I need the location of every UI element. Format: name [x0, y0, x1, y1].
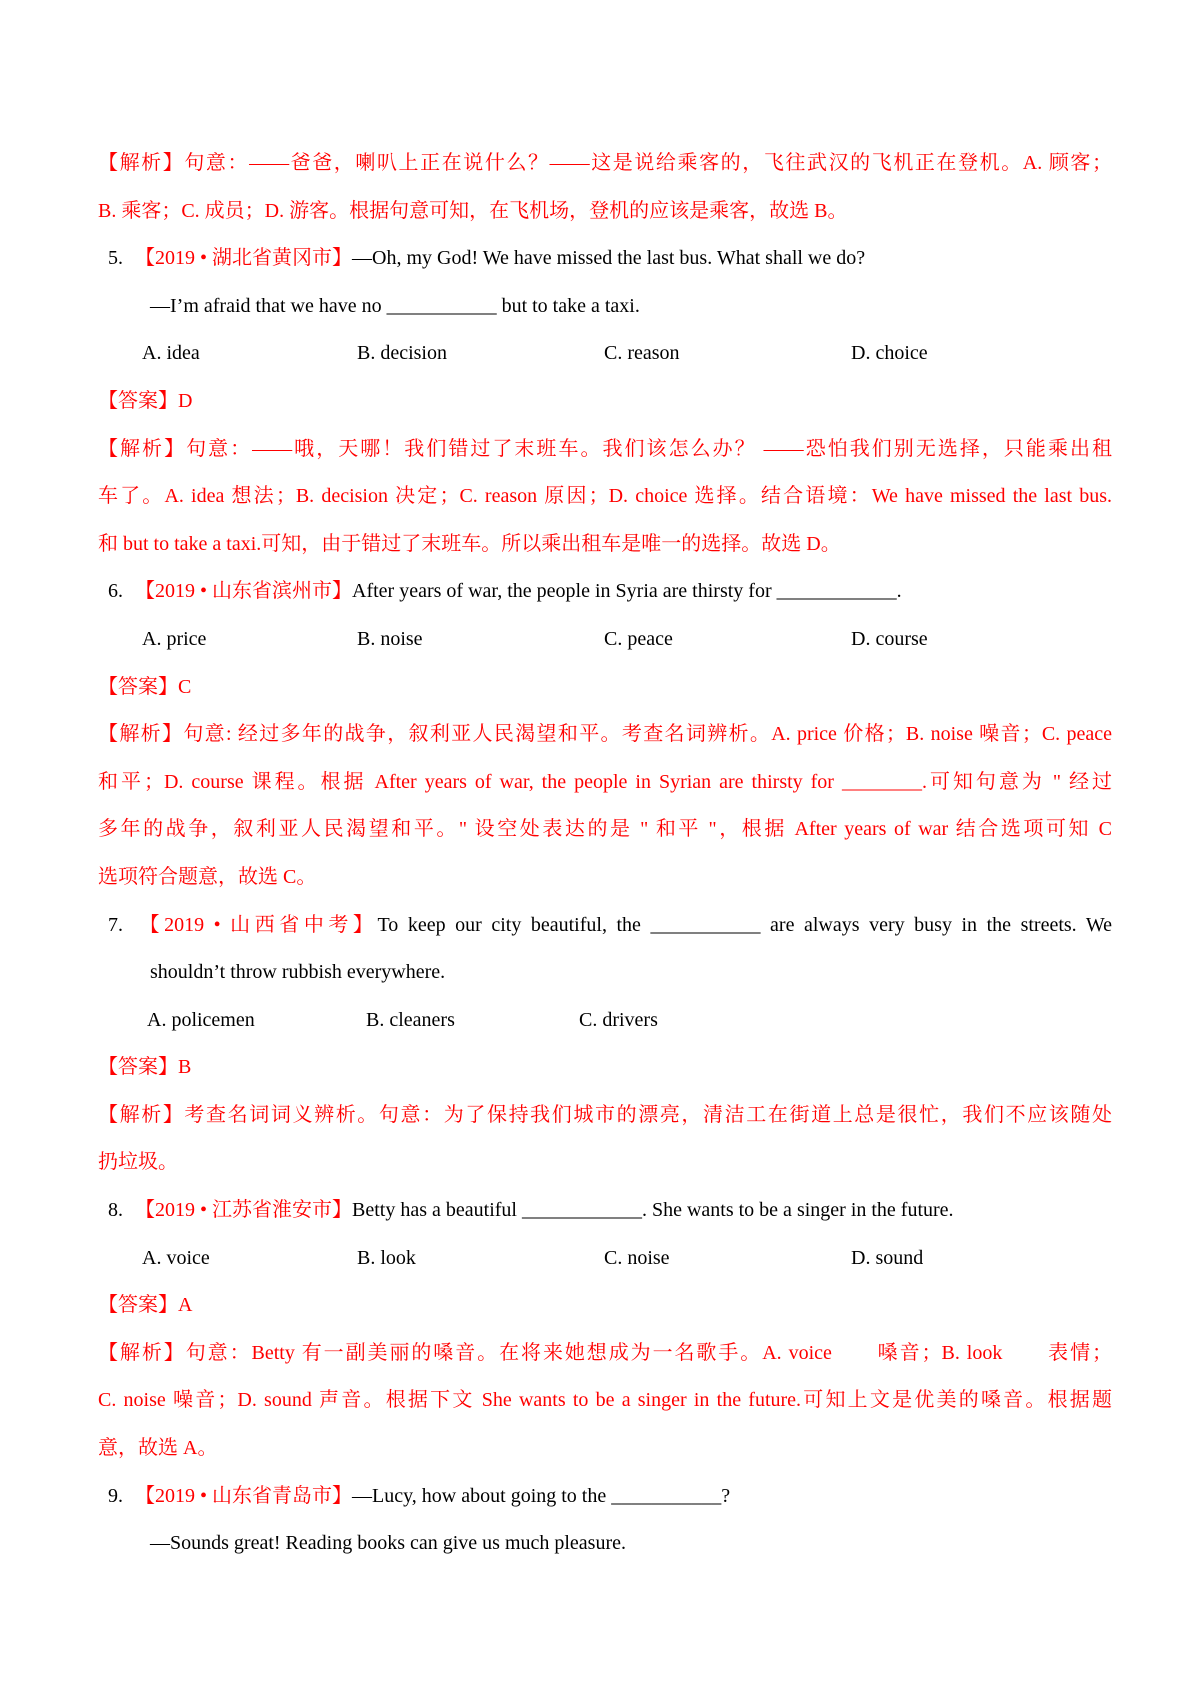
analysis-line	[98, 1139, 1112, 1187]
option-item: A. idea	[142, 342, 200, 365]
option-item: A. price	[142, 627, 207, 650]
question-source-tag: 【2019 • 江苏省淮安市】	[135, 1199, 353, 1222]
analysis-line	[98, 426, 1112, 474]
option-item: C. noise	[604, 1246, 670, 1269]
question-text: Betty has a beautiful ____________. She wants to be a singer in the future.	[352, 1199, 954, 1222]
analysis-line	[98, 854, 1112, 902]
question-number: 7.	[108, 913, 123, 936]
option-item: D. sound	[851, 1246, 924, 1269]
question-line	[98, 568, 1112, 616]
question-line	[98, 235, 1112, 283]
question-line	[98, 1473, 1112, 1521]
analysis-text: 和平；D. course 课程。根据 After years of war, the people in Syrian are thirsty for ________.可知句意为 " 经过	[98, 770, 1112, 793]
analysis-line	[98, 1377, 1112, 1425]
option-item: D. course	[851, 627, 928, 650]
analysis-line	[98, 1425, 1112, 1473]
question-number: 8.	[108, 1199, 123, 1222]
answer-line	[98, 1044, 1112, 1092]
analysis-line	[98, 1330, 1112, 1378]
option-item: B. decision	[357, 342, 447, 365]
question-source-tag: 【2019 • 湖北省黄冈市】	[135, 247, 353, 270]
analysis-line	[98, 1092, 1112, 1140]
answer-text: 【答案】C	[98, 675, 192, 698]
answer-line	[98, 664, 1112, 712]
analysis-text: 【解析】考查名词词义辨析。句意：为了保持我们城市的漂亮，清洁工在街道上总是很忙，我们不应该随处	[98, 1103, 1112, 1126]
analysis-text: 【解析】句意：——爸爸，喇叭上正在说什么？——这是说给乘客的，飞往武汉的飞机正在登机。A. 顾客；	[98, 152, 1112, 174]
option-item: C. drivers	[579, 1008, 658, 1031]
question-number: 6.	[108, 580, 123, 603]
analysis-text: 【解析】句意: 经过多年的战争，叙利亚人民渴望和平。考查名词辨析。A. price 价格；B. noise 噪音；C. peace	[98, 723, 1112, 746]
analysis-line	[98, 759, 1112, 807]
question-text: —Oh, my God! We have missed the last bus. What shall we do?	[352, 247, 866, 270]
question-continuation-line	[98, 1520, 1112, 1568]
option-item: C. reason	[604, 342, 680, 365]
question-source-tag: 【2019 • 山东省滨州市】	[135, 580, 353, 603]
question-source-tag: 【2019 • 山西省中考】	[135, 913, 378, 936]
question-number: 9.	[108, 1484, 123, 1507]
question-source-tag: 【2019 • 山东省青岛市】	[135, 1484, 353, 1507]
analysis-text: 【解析】句意：Betty 有一副美丽的嗓音。在将来她想成为一名歌手。A. voice 嗓音；B. look 表情；	[98, 1341, 1112, 1364]
question-continuation-line	[98, 949, 1112, 997]
question-number: 5.	[108, 247, 123, 270]
options-row	[98, 616, 1112, 664]
question-text: To keep our city beautiful, the ___________ are always very busy in the streets. We	[377, 913, 1112, 936]
question-text: After years of war, the people in Syria are thirsty for ____________.	[352, 580, 902, 603]
question-continuation-line	[98, 283, 1112, 331]
options-row	[98, 330, 1112, 378]
analysis-line	[98, 188, 1112, 236]
options-row	[98, 997, 1112, 1045]
answer-text: 【答案】D	[98, 389, 193, 412]
option-item: A. voice	[142, 1246, 210, 1269]
analysis-text: 【解析】句意：——哦，天哪！我们错过了末班车。我们该怎么办？ ——恐怕我们别无选择，只能乘出租	[98, 437, 1112, 460]
options-row	[98, 1235, 1112, 1283]
question-line	[98, 902, 1112, 950]
option-item: B. noise	[357, 627, 423, 650]
question-text: shouldn’t throw rubbish everywhere.	[150, 961, 446, 984]
analysis-line	[98, 806, 1112, 854]
answer-text: 【答案】B	[98, 1056, 192, 1079]
question-text: —Lucy, how about going to the ___________?	[352, 1484, 731, 1507]
option-item: A. policemen	[147, 1008, 255, 1031]
question-text: —I’m afraid that we have no ___________ but to take a taxi.	[150, 294, 640, 317]
analysis-text: 车了。A. idea 想法；B. decision 决定；C. reason 原因；D. choice 选择。结合语境：We have missed the last bus.	[98, 485, 1112, 508]
option-item: D. choice	[851, 342, 928, 365]
analysis-text: 意，故选 A。	[98, 1437, 218, 1460]
question-text: —Sounds great! Reading books can give us much pleasure.	[150, 1532, 627, 1555]
question-line	[98, 1187, 1112, 1235]
analysis-text: 扔垃圾。	[98, 1151, 178, 1174]
answer-line	[98, 378, 1112, 426]
analysis-text: B. 乘客；C. 成员；D. 游客。根据句意可知，在飞机场，登机的应该是乘客，故选 B。	[98, 199, 848, 222]
analysis-line	[98, 711, 1112, 759]
analysis-line	[98, 473, 1112, 521]
analysis-text: 选项符合题意，故选 C。	[98, 865, 317, 888]
analysis-text: 多年的战争，叙利亚人民渴望和平。" 设空处表达的是 " 和平 "，根据 After years of war 结合选项可知 C	[98, 818, 1112, 841]
analysis-line	[98, 521, 1112, 569]
analysis-text: 和 but to take a taxi.可知，由于错过了末班车。所以乘出租车是唯一的选择。故选 D。	[98, 532, 841, 555]
analysis-text: C. noise 噪音；D. sound 声音。根据下文 She wants to be a singer in the future.可知上文是优美的嗓音。根据题	[98, 1389, 1112, 1412]
option-item: B. look	[357, 1246, 416, 1269]
document-page	[98, 140, 1112, 1568]
answer-line	[98, 1282, 1112, 1330]
analysis-line	[98, 140, 1112, 188]
answer-text: 【答案】A	[98, 1294, 193, 1317]
option-item: B. cleaners	[366, 1008, 455, 1031]
option-item: C. peace	[604, 627, 673, 650]
